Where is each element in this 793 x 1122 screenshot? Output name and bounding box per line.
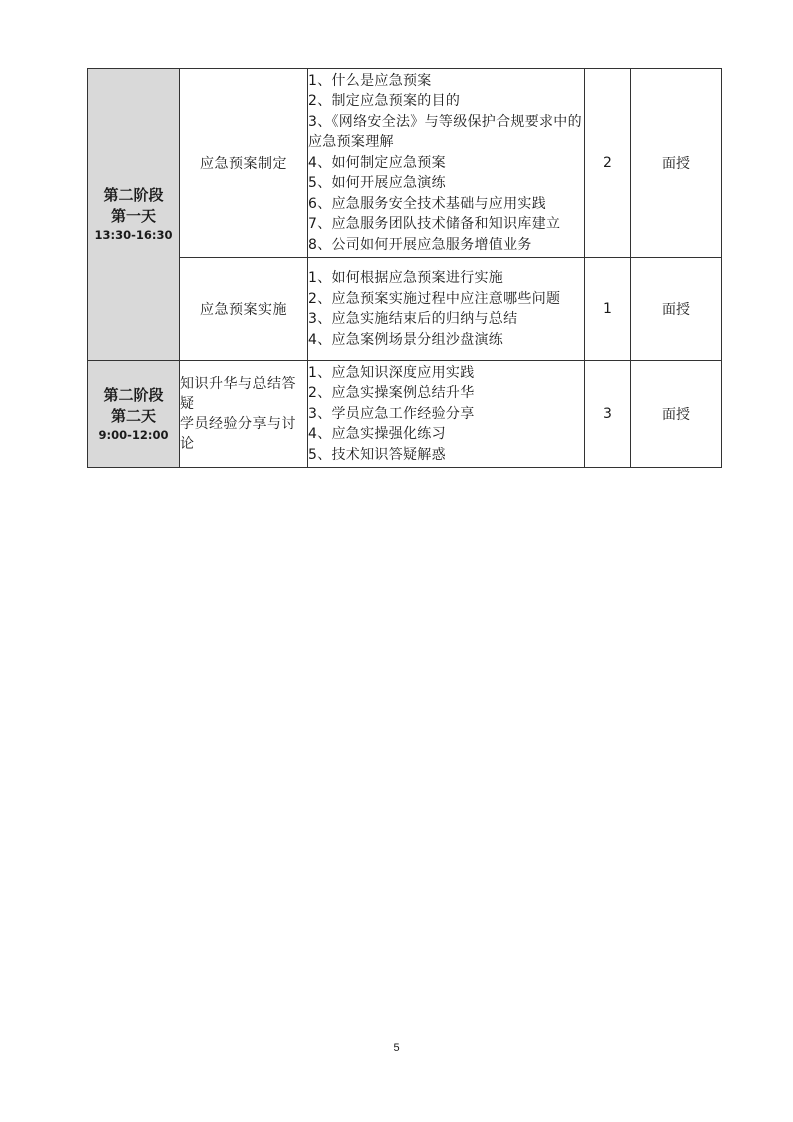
content-list <box>308 268 584 350</box>
topic-cell: 应急预案制定 <box>180 69 308 258</box>
content-cell <box>308 69 585 258</box>
list-item: 3、《网络安全法》与等级保护合规要求中的应急预案理解 <box>308 113 582 151</box>
stage-day: 第一天 <box>110 207 156 225</box>
list-item: 1、如何根据应急预案进行实施 <box>308 270 504 286</box>
stage-name: 第二阶段 <box>103 385 164 404</box>
stage-cell <box>88 69 180 361</box>
method-cell: 面授 <box>631 361 722 468</box>
list-item: 7、应急服务团队技术储备和知识库建立 8、公司如何开展应急服务增值业务 <box>308 216 561 253</box>
list-item: 5、技术知识答疑解惑 <box>308 446 446 463</box>
topic-cell: 应急预案实施 <box>180 258 308 361</box>
list-item: 5、如何开展应急演练 <box>308 175 446 192</box>
stage-time: 9:00-12:00 <box>98 427 169 442</box>
list-item: 2、制定应急预案的目的 <box>308 93 461 110</box>
hours-cell: 3 <box>585 361 631 468</box>
hours-cell: 1 <box>585 258 631 361</box>
hours-cell: 2 <box>585 69 631 258</box>
list-item: 6、应急服务安全技术基础与应用实践 <box>308 195 547 212</box>
topic-line: 知识升华与总结答疑 <box>180 376 296 412</box>
stage-cell <box>88 361 180 468</box>
topic-cell <box>180 361 308 468</box>
topic-line: 学员经验分享与讨论 <box>180 416 296 452</box>
content-cell <box>308 258 585 361</box>
list-item: 3、学员应急工作经验分享 <box>308 405 475 422</box>
training-schedule-table <box>87 68 722 468</box>
list-item: 4、应急案例场景分组沙盘演练 <box>308 331 504 348</box>
list-item: 1、什么是应急预案 <box>308 72 432 89</box>
stage-time: 13:30-16:30 <box>94 228 173 242</box>
table-row <box>88 258 722 361</box>
list-item: 4、应急实操强化练习 <box>308 426 446 443</box>
list-item: 4、如何制定应急预案 <box>308 154 446 171</box>
list-item: 2、应急预案实施过程中应注意哪些问题 <box>308 290 561 307</box>
list-item: 2、应急实操案例总结升华 <box>308 385 475 402</box>
content-cell <box>308 361 585 468</box>
page-number: 5 <box>393 1042 400 1054</box>
table-row <box>88 361 722 468</box>
list-item: 3、应急实施结束后的归纳与总结 <box>308 311 518 327</box>
stage-day: 第二天 <box>110 406 156 425</box>
method-cell: 面授 <box>631 258 722 361</box>
content-list <box>308 363 584 466</box>
content-list <box>308 71 584 256</box>
stage-name: 第二阶段 <box>103 186 164 204</box>
list-item: 1、应急知识深度应用实践 <box>308 364 475 381</box>
table-row <box>88 69 722 258</box>
method-cell: 面授 <box>631 69 722 258</box>
